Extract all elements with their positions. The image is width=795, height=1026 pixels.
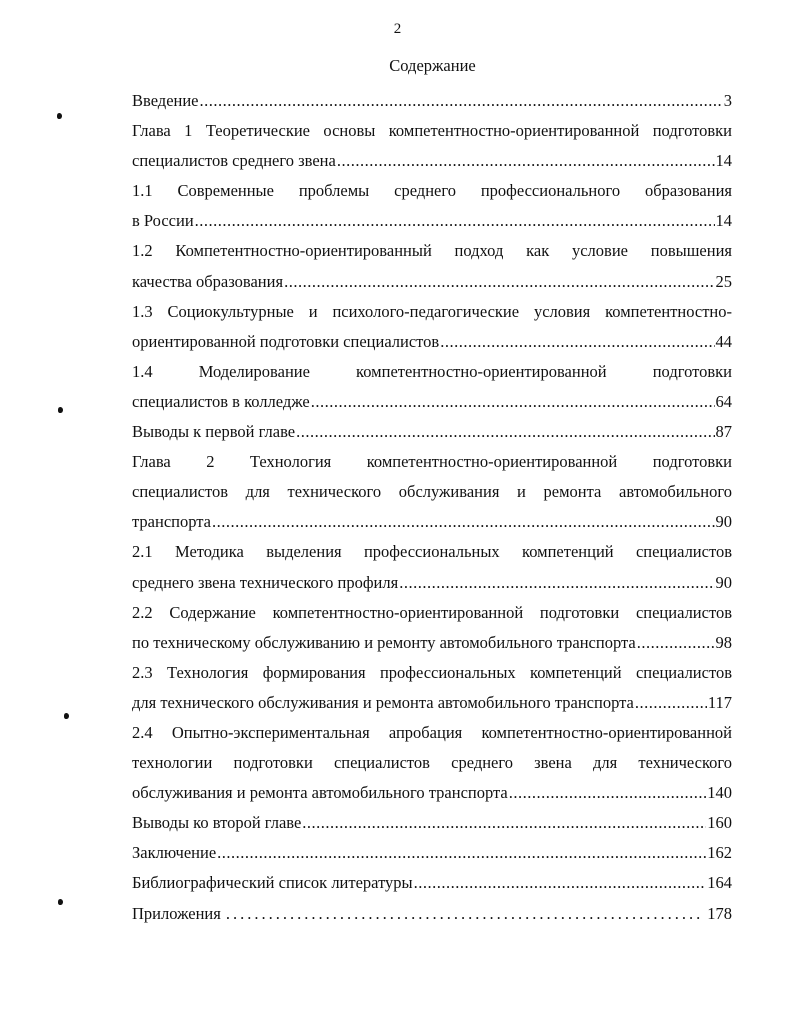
toc-entry-line [132, 86, 732, 116]
toc-entry-page-number: 98 [715, 632, 732, 652]
toc-entry [132, 658, 732, 718]
toc-entry [132, 297, 732, 357]
dot-leader [217, 838, 706, 868]
toc-entry-heading-line: 1.4 Моделирование компетентностно-ориентированной подготовки [132, 361, 732, 381]
dot-leader [337, 146, 715, 176]
toc-entry [132, 598, 732, 658]
toc-entry-heading-line: 1.1 Современные проблемы среднего профессионального образования [132, 181, 732, 201]
toc-entry-page-number: 14 [715, 211, 732, 231]
toc-entry-line [132, 327, 732, 357]
toc-entry-text: среднего звена технического профиля [132, 572, 399, 592]
toc-entry-line [132, 417, 732, 447]
table-of-contents [132, 86, 732, 929]
toc-entry-heading-line: 2.3 Технология формирования профессиональных компетенций специалистов [132, 662, 732, 682]
toc-entry-line [132, 808, 732, 838]
toc-entry-line [132, 899, 732, 929]
dot-leader [195, 206, 715, 236]
toc-entry-page-number: 14 [715, 151, 732, 171]
toc-entry-page-number: 44 [715, 331, 732, 351]
toc-entry [132, 718, 732, 808]
dot-leader [226, 899, 703, 929]
toc-entry [132, 868, 732, 898]
dot-leader [635, 688, 707, 718]
toc-title: Содержание [389, 56, 476, 75]
toc-entry-page-number: 25 [715, 271, 732, 291]
dot-leader [509, 778, 706, 808]
toc-entry [132, 176, 732, 236]
toc-entry-line [132, 568, 732, 598]
toc-entry-line [132, 778, 732, 808]
toc-entry-heading-line: 2.1 Методика выделения профессиональных компетенций специалистов [132, 542, 732, 562]
toc-entry-line [132, 628, 732, 658]
toc-entry-text: Приложения [132, 903, 221, 923]
toc-entry-line [132, 267, 732, 297]
toc-entry-line [132, 387, 732, 417]
toc-entry-text: для технического обслуживания и ремонта автомобильного транспорта [132, 692, 634, 712]
toc-entry [132, 86, 732, 116]
toc-entry-text: в России [132, 211, 194, 231]
toc-entry [132, 808, 732, 838]
dot-leader [296, 417, 714, 447]
toc-entry-heading-line: специалистов для технического обслуживания и ремонта автомобильного [132, 482, 732, 502]
toc-entry-text: Выводы к первой главе [132, 422, 296, 442]
toc-entry-heading-line: технологии подготовки специалистов среднего звена для технического [132, 753, 732, 773]
toc-entry-text: транспорта [132, 512, 211, 532]
toc-entry-page-number: 64 [715, 391, 732, 411]
toc-entry-page-number: 164 [707, 873, 732, 893]
toc-entry-page-number: 3 [723, 91, 732, 110]
toc-entry-heading-line: 1.2 Компетентностно-ориентированный подход как условие повышения [132, 241, 732, 261]
scan-speck [58, 407, 63, 413]
toc-entry-text: специалистов в колледже [132, 391, 310, 411]
dot-leader [200, 86, 723, 116]
toc-entry-line [132, 206, 732, 236]
toc-entry-line [132, 838, 732, 868]
toc-entry-page-number: 87 [715, 422, 732, 442]
toc-entry-text: Заключение [132, 843, 217, 863]
dot-leader [311, 387, 715, 417]
scan-speck [58, 899, 63, 905]
toc-entry-page-number: 162 [707, 843, 732, 863]
toc-entry-text: Библиографический список литературы [132, 873, 413, 893]
page-number: 2 [393, 21, 402, 37]
dot-leader [212, 507, 715, 537]
toc-entry [132, 537, 732, 597]
scan-speck [64, 713, 69, 719]
toc-entry [132, 236, 732, 296]
dot-leader [637, 628, 715, 658]
toc-entry-line [132, 507, 732, 537]
toc-entry-text: специалистов среднего звена [132, 151, 336, 171]
toc-entry-text: Выводы ко второй главе [132, 813, 302, 833]
dot-leader [302, 808, 706, 838]
toc-entry [132, 357, 732, 417]
toc-entry-text: Введение [132, 91, 199, 110]
toc-entry [132, 417, 732, 447]
toc-entry-line [132, 868, 732, 898]
toc-entry-line [132, 688, 732, 718]
toc-entry-page-number: 117 [707, 692, 732, 712]
toc-entry-page-number: 178 [707, 903, 732, 923]
toc-entry-page-number: 140 [707, 783, 732, 803]
toc-entry-text: по техническому обслуживанию и ремонту автомобильного транспорта [132, 632, 636, 652]
toc-entry-text: качества образования [132, 271, 284, 291]
dot-leader [399, 568, 714, 598]
toc-entry [132, 838, 732, 868]
toc-entry-heading-line: 1.3 Социокультурные и психолого-педагогические условия компетентностно- [132, 301, 732, 321]
toc-entry-page-number: 90 [715, 512, 732, 532]
toc-entry [132, 899, 732, 929]
toc-entry-heading-line: Глава 2 Технология компетентностно-ориентированной подготовки [132, 452, 732, 472]
toc-entry [132, 447, 732, 537]
toc-entry-line [132, 146, 732, 176]
toc-entry-heading-line: Глава 1 Теоретические основы компетентностно-ориентированной подготовки [132, 121, 732, 141]
scan-speck [57, 113, 62, 119]
toc-entry-page-number: 160 [707, 813, 732, 833]
toc-entry-text: ориентированной подготовки специалистов [132, 331, 440, 351]
dot-leader [440, 327, 714, 357]
toc-entry-page-number: 90 [715, 572, 732, 592]
toc-entry-heading-line: 2.2 Содержание компетентностно-ориентированной подготовки специалистов [132, 602, 732, 622]
toc-entry-heading-line: 2.4 Опытно-экспериментальная апробация компетентностно-ориентированной [132, 722, 732, 742]
dot-leader [414, 868, 707, 898]
toc-entry-text: обслуживания и ремонта автомобильного транспорта [132, 783, 508, 803]
toc-entry [132, 116, 732, 176]
dot-leader [284, 267, 714, 297]
